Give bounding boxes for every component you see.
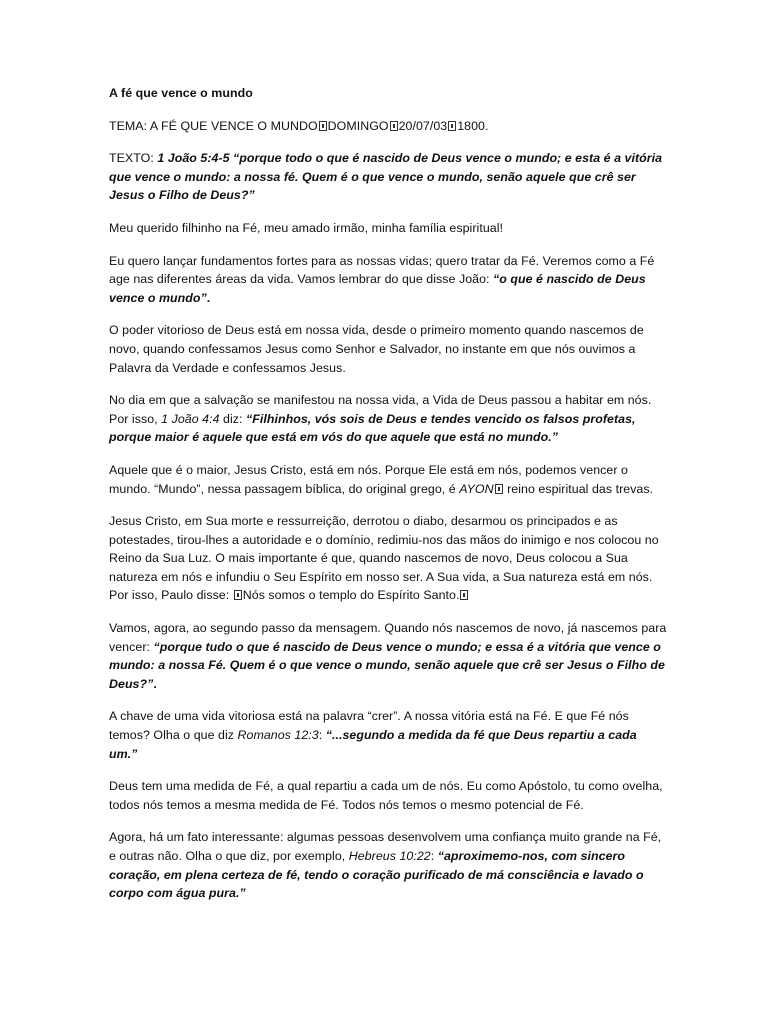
texto-reference: 1 João 5:4-5 [157,151,230,166]
paragraph-2 [109,252,668,308]
paragraph-2-text: Eu quero lançar fundamentos fortes para as nossas vidas; quero tratar da Fé. Veremos como a Fé age nas diferentes áreas da vida. Vamos lembrar do que disse João: [109,253,655,287]
paragraph-10-quote: “aproximemo-nos, com sincero coração, em plena certeza de fé, tendo o coração purificado de má consciência e lavado o corpo com água pura.” [109,849,644,901]
theme-text-4: 1800. [457,118,489,133]
texto-label: TEXTO: [109,151,158,166]
paragraph-6 [109,512,668,605]
theme-text-3: 20/07/03 [398,118,448,133]
document-title: A fé que vence o mundo [109,86,253,100]
texto-quote: “porque todo o que é nascido de Deus vence o mundo; e esta é a vitória que vence o mundo: a nossa fé. Quem é o que vence o mundo, senão aquele que crê ser Jesus o Filho de Deus?” [109,151,663,203]
paragraph-10 [109,828,668,902]
paragraph-7-quote: “porque tudo o que é nascido de Deus vence o mundo; e essa é a vitória que vence o mundo: a nossa Fé. Quem é o que vence o mundo, senão aquele que crê ser Jesus o Filho de Deus?” [109,639,665,691]
theme-text-1: A FÉ QUE VENCE O MUNDO [149,118,318,133]
paragraph-9: Deus tem uma medida de Fé, a qual repartiu a cada um de nós. Eu como Apóstolo, tu como ovelha, todos nós temos a mesma medida de Fé. Todos nós temos o mesmo potencial de Fé. [109,779,663,812]
paragraph-10-reference: Hebreus 10:22 [348,849,431,863]
paragraph-10-mid: : [430,849,438,863]
missing-glyph-icon [448,121,456,131]
theme-text-2: DOMINGO [327,118,389,133]
missing-glyph-icon [495,484,503,494]
paragraph-4 [109,391,668,447]
missing-glyph-icon [460,590,468,600]
paragraph-8 [109,707,668,763]
theme-line [109,117,668,136]
paragraph-1: Meu querido filhinho na Fé, meu amado irmão, minha família espiritual! [109,220,503,235]
paragraph-10-text: Agora, há um fato interessante: algumas pessoas desenvolvem uma confiança muito grande na Fé, e outras não. Olha o que diz, por exemplo, [109,830,662,863]
texto-paragraph [109,149,668,205]
missing-glyph-icon [390,121,398,131]
paragraph-8-text: A chave de uma vida vitoriosa está na palavra “crer”. A nossa vitória está na Fé. E que Fé nós temos? Olha o que diz [109,709,629,743]
paragraph-6-text: Jesus Cristo, em Sua morte e ressurreição, derrotou o diabo, desarmou os principados e as potestades, tirou-lhes a autoridade e o domínio, redimiu-nos das mãos do inimigo e nos colocou no Reino da Sua Luz. O mais importante é que, quando nascemos de novo, Deus colocou a Sua natureza em nós e infundiu o Seu Espírito em nosso ser. A Sua vida, a Sua natureza está em nós. Por isso, Paulo disse: [109,514,659,603]
paragraph-4-reference: 1 João 4:4 [161,411,220,426]
paragraph-5 [109,461,668,498]
paragraph-5-text: Aquele que é o maior, Jesus Cristo, está em nós. Porque Ele está em nós, podemos vencer o mundo. “Mundo”, nessa passagem bíblica, do original grego, é [109,462,628,496]
paragraph-6-quote: Nós somos o templo do Espírito Santo. [242,588,460,603]
paragraph-7-end: . [153,676,157,691]
paragraph-8-mid: : [318,728,326,743]
paragraph-4-quote: “Filhinhos, vós sois de Deus e tendes vencido os falsos profetas, porque maior é aquele que está em vós do que aquele que está no mundo.” [109,411,636,445]
paragraph-5-word: AYON [459,481,494,496]
paragraph-5-end: reino espiritual das trevas. [503,481,654,496]
paragraph-7 [109,619,668,693]
paragraph-7-text: Vamos, agora, ao segundo passo da mensagem. Quando nós nascemos de novo, já nascemos para vencer: [109,621,667,654]
missing-glyph-icon [234,590,242,600]
paragraph-8-quote: “...segundo a medida da fé que Deus repartiu a cada um.” [109,728,637,761]
paragraph-8-reference: Romanos 12:3 [237,728,319,743]
paragraph-4-mid: diz: [219,411,246,426]
missing-glyph-icon [319,121,327,131]
paragraph-2-end: . [206,290,211,305]
paragraph-2-quote: “o que é nascido de Deus vence o mundo” [109,272,646,305]
paragraph-3: O poder vitorioso de Deus está em nossa vida, desde o primeiro momento quando nascemos de novo, quando confessamos Jesus como Senhor e Salvador, no instante em que nós ouvimos a Palavra da Verdade e confessamos Jesus. [109,323,644,375]
theme-label: TEMA: [109,118,150,133]
paragraph-4-text: No dia em que a salvação se manifestou na nossa vida, a Vida de Deus passou a habitar em nós. Por isso, [109,393,652,426]
